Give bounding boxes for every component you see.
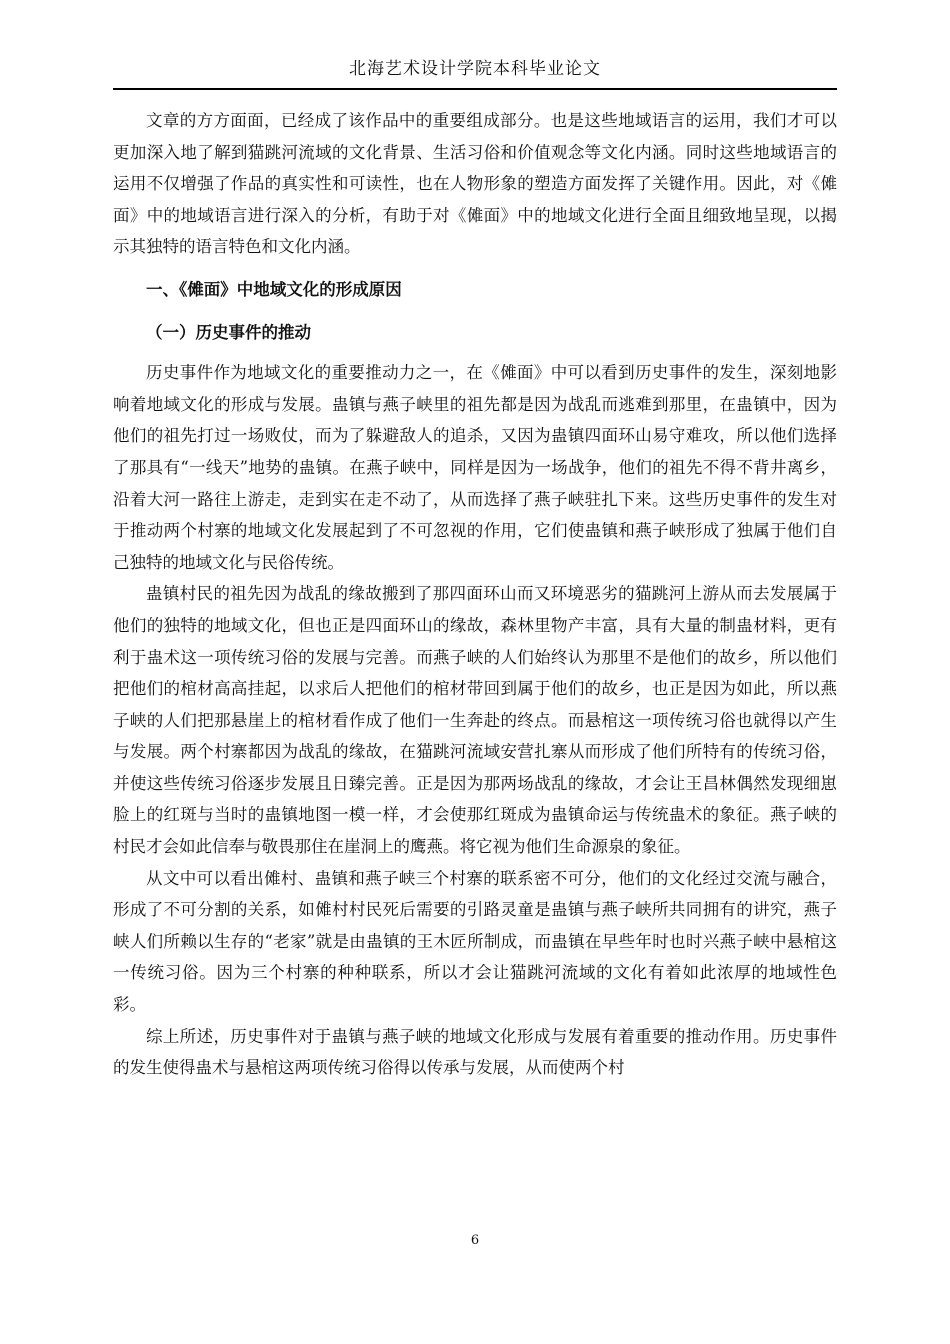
running-header-title: 北海艺术设计学院本科毕业论文 xyxy=(349,59,601,79)
page-number: 6 xyxy=(470,1233,480,1248)
paragraph-war-migration: 蛊镇村民的祖先因为战乱的缘故搬到了那四面环山而又环境恶劣的猫跳河上游从而去发展属于他们的独特的地域文化，但也正是四面环山的缘故，森林里物产丰富，具有大量的制蛊材料，更有利于蛊术这一项传统习俗的发展与完善。而燕子峡的人们始终认为那里不是他们的故乡，所以他们把他们的棺材高高挂起，以求后人把他们的棺材带回到属于他们的故乡，也正是因为如此，所以燕子峡的人们把那悬崖上的棺材看作成了他们一生奔赴的终点。而悬棺这一项传统习俗也就得以产生与发展。两个村寨都因为战乱的缘故，在猫跳河流域安营扎寨从而形成了他们所特有的传统习俗，并使这些传统习俗逐步发展且日臻完善。正是因为那两场战乱的缘故，才会让王昌林偶然发现细崽脸上的红斑与当时的蛊镇地图一模一样，才会使那红斑成为蛊镇命运与传统蛊术的象征。燕子峡的村民才会如此信奉与敬畏那住在崖洞上的鹰燕。将它视为他们生命源泉的象征。 xyxy=(113,584,837,857)
section-heading: 一、《傩面》中地域文化的形成原因 xyxy=(146,279,402,299)
subsection-heading: （一）历史事件的推动 xyxy=(146,322,311,342)
paragraph-village-connections: 从文中可以看出傩村、蛊镇和燕子峡三个村寨的联系密不可分，他们的文化经过交流与融合，形成了不可分割的关系，如傩村村民死后需要的引路灵童是蛊镇与燕子峡所共同拥有的讲究，燕子峡人们所赖以生存的“老家”就是由蛊镇的王木匠所制成，而蛊镇在早些年时也时兴燕子峡中悬棺这一传统习俗。因为三个村寨的种种联系，所以才会让猫跳河流域的文化有着如此浓厚的地域性色彩。 xyxy=(113,868,837,1015)
paragraph-continuation: 文章的方方面面，已经成了该作品中的重要组成部分。也是这些地域语言的运用，我们才可以更加深入地了解到猫跳河流域的文化背景、生活习俗和价值观念等文化内涵。同时这些地域语言的运用不仅增强了作品的真实性和可读性，也在人物形象的塑造方面发挥了关键作用。因此，对《傩面》中的地域语言进行深入的分析，有助于对《傩面》中的地域文化进行全面且细致地呈现，以揭示其独特的语言特色和文化内涵。 xyxy=(113,111,837,257)
body-text xyxy=(113,105,837,1084)
paragraph-summary: 综上所述，历史事件对于蛊镇与燕子峡的地域文化形成与发展有着重要的推动作用。历史事件的发生使得蛊术与悬棺这两项传统习俗得以传承与发展，从而使两个村 xyxy=(113,1026,837,1078)
header-divider xyxy=(113,88,837,90)
paragraph-history-events: 历史事件作为地域文化的重要推动力之一，在《傩面》中可以看到历史事件的发生，深刻地影响着地域文化的形成与发展。蛊镇与燕子峡里的祖先都是因为战乱而逃难到那里，在蛊镇中，因为他们的祖先打过一场败仗，而为了躲避敌人的追杀，又因为蛊镇四面环山易守难攻，所以他们选择了那具有“一线天”地势的蛊镇。在燕子峡中，同样是因为一场战争，他们的祖先不得不背井离乡，沿着大河一路往上游走，走到实在走不动了，从而选择了燕子峡驻扎下来。这些历史事件的发生对于推动两个村寨的地域文化发展起到了不可忽视的作用，它们使蛊镇和燕子峡形成了独属于他们自己独特的地域文化与民俗传统。 xyxy=(113,363,837,572)
